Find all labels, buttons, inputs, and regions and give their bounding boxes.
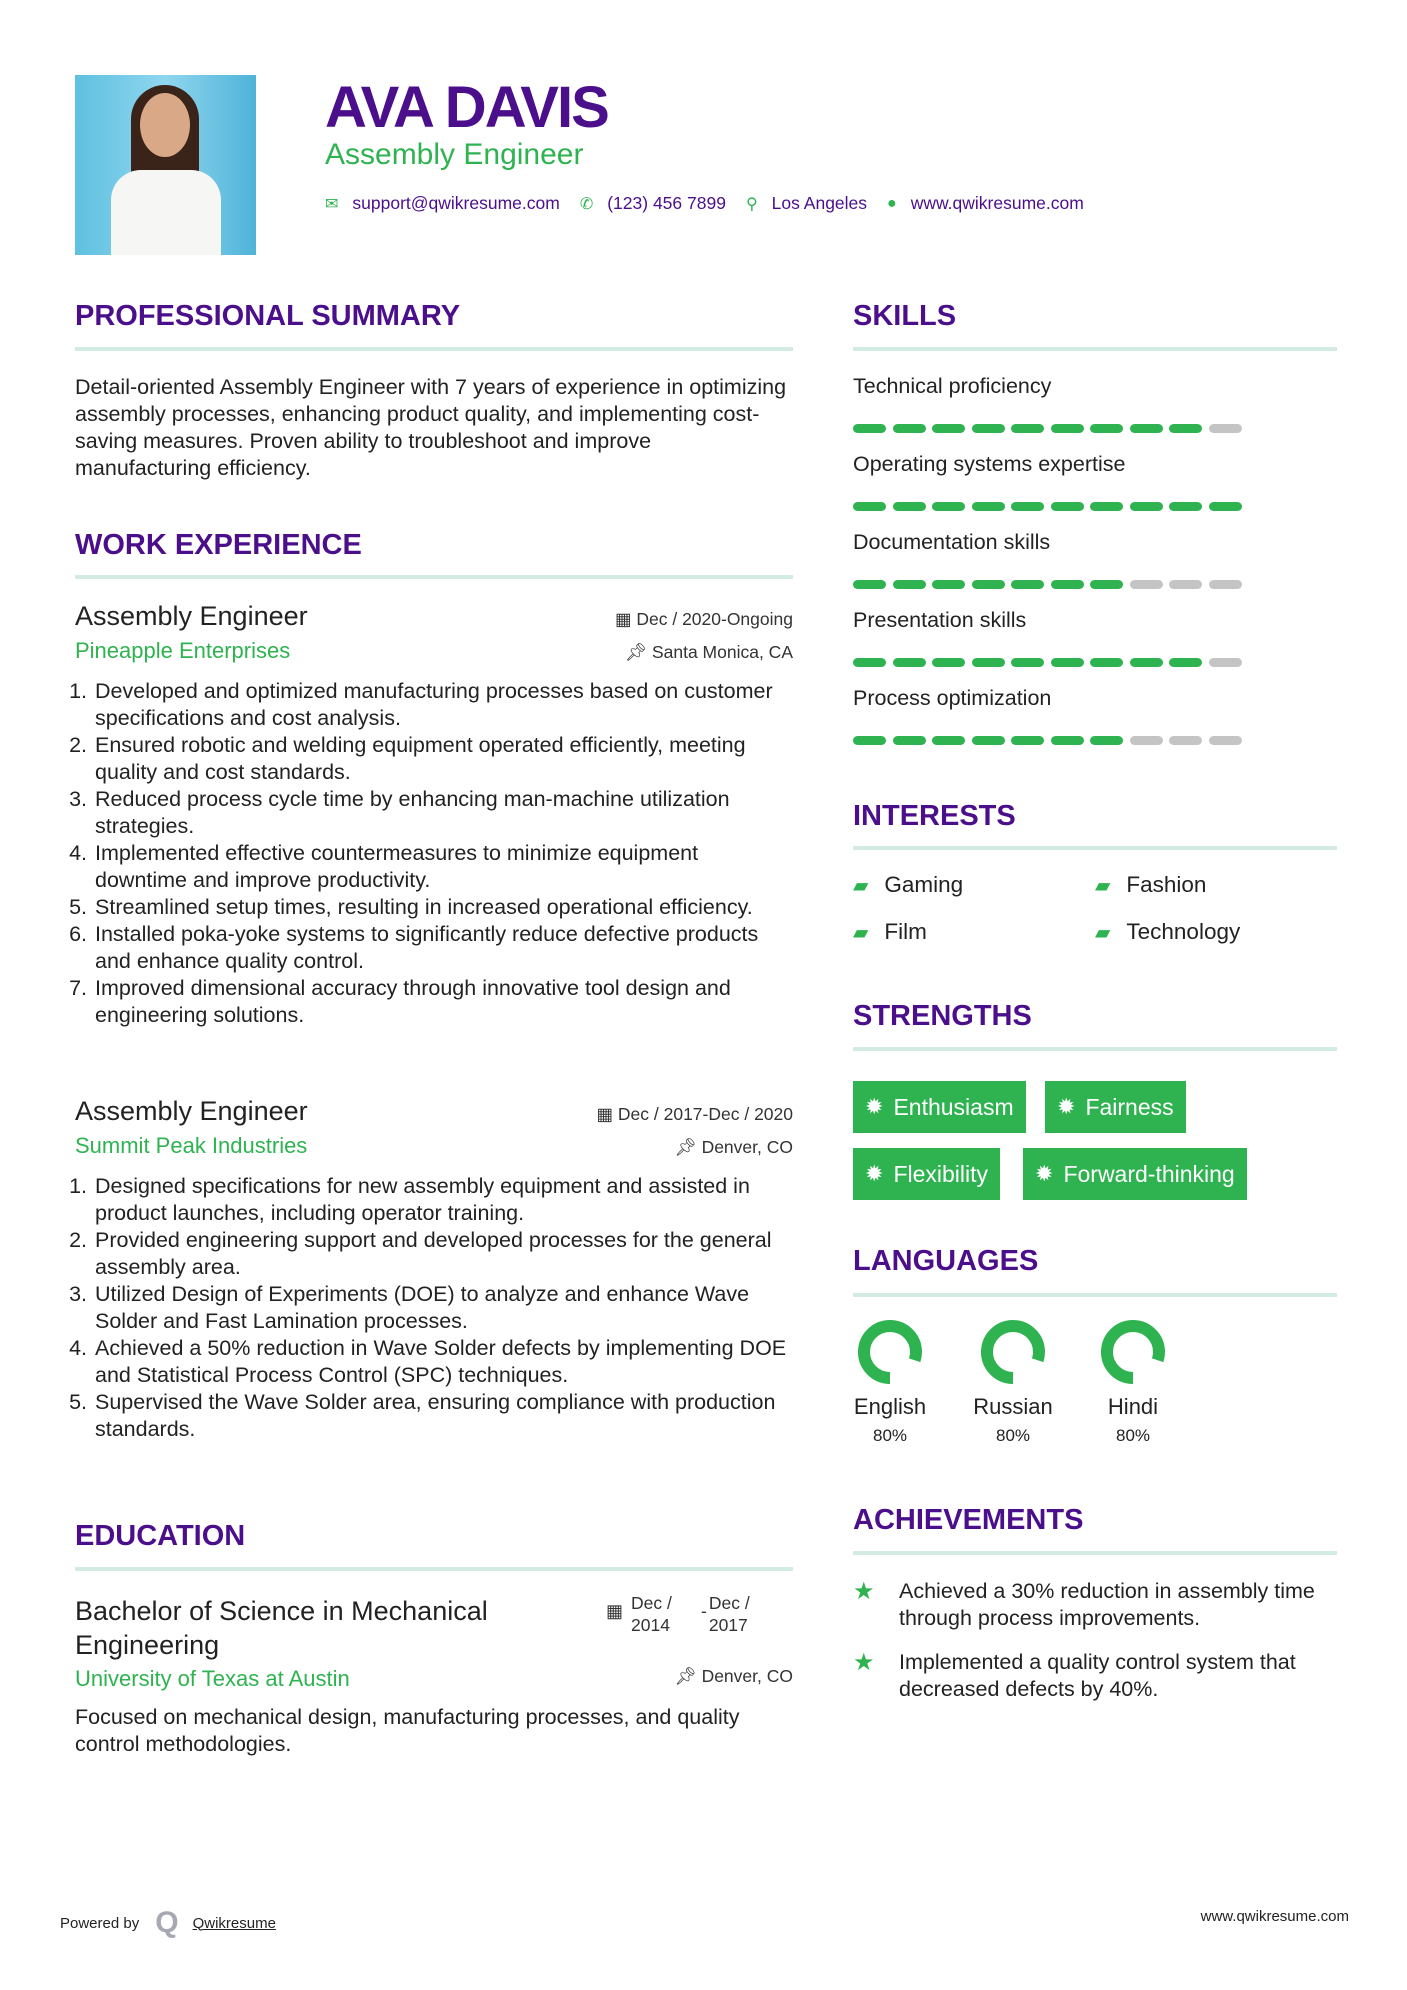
job-bullet: 5. Streamlined setup times, resulting in increased operational efficiency. bbox=[93, 894, 793, 921]
skill-dash-filled bbox=[1011, 424, 1044, 433]
book-icon: ▰ bbox=[1095, 874, 1111, 897]
skill-dash-filled bbox=[1051, 736, 1084, 745]
calendar-icon: ▦ bbox=[596, 1104, 618, 1124]
skill-level-bar bbox=[853, 736, 1242, 745]
skill-dash-filled bbox=[893, 580, 926, 589]
job-title: Assembly Engineer bbox=[75, 601, 308, 631]
skill-dash-filled bbox=[932, 424, 965, 433]
job-bullet: 1. Developed and optimized manufacturing processes based on customer specifications and cost analysis. bbox=[93, 678, 793, 732]
email-link[interactable]: support@qwikresume.com bbox=[352, 193, 560, 213]
footer-website[interactable]: www.qwikresume.com bbox=[1200, 1908, 1349, 1925]
skill-dash-filled bbox=[853, 658, 886, 667]
skill-item bbox=[853, 608, 1242, 686]
skills-heading: SKILLS bbox=[853, 300, 957, 332]
school: University of Texas at Austin bbox=[75, 1666, 350, 1691]
job-dates bbox=[596, 1104, 793, 1125]
skills-list bbox=[853, 374, 1242, 764]
skill-dash-empty bbox=[1169, 736, 1202, 745]
profile-photo bbox=[75, 75, 256, 255]
skill-item bbox=[853, 374, 1242, 452]
skill-label: Documentation skills bbox=[853, 530, 1051, 554]
skill-dash-filled bbox=[972, 736, 1005, 745]
skill-dash-filled bbox=[853, 502, 886, 511]
strength-badge bbox=[1023, 1148, 1247, 1200]
skill-dash-filled bbox=[932, 658, 965, 667]
company-name: Summit Peak Industries bbox=[75, 1133, 308, 1158]
divider bbox=[853, 347, 1337, 351]
candidate-title: Assembly Engineer bbox=[325, 138, 584, 171]
achievement-item bbox=[853, 1578, 1337, 1632]
date-separator: - bbox=[701, 1601, 707, 1621]
skill-dash-filled bbox=[1090, 580, 1123, 589]
skill-level-bar bbox=[853, 580, 1242, 589]
star-icon: ★ bbox=[853, 1578, 875, 1605]
language-ring-arc bbox=[864, 1326, 916, 1378]
skill-dash-filled bbox=[932, 502, 965, 511]
job-dates-text: Dec / 2017-Dec / 2020 bbox=[617, 1104, 793, 1124]
skill-dash-filled bbox=[1169, 502, 1202, 511]
strength-label: Forward-thinking bbox=[1063, 1160, 1235, 1187]
education-dates bbox=[606, 1592, 765, 1636]
skill-dash-filled bbox=[1169, 658, 1202, 667]
location-text: Los Angeles bbox=[771, 193, 868, 213]
company-name: Pineapple Enterprises bbox=[75, 638, 291, 663]
skill-dash-empty bbox=[1169, 580, 1202, 589]
education-location-text: Denver, CO bbox=[701, 1666, 793, 1686]
education-location bbox=[593, 1666, 793, 1687]
skill-dash-filled bbox=[932, 736, 965, 745]
job-title: Assembly Engineer bbox=[75, 1096, 308, 1126]
skill-dash-filled bbox=[893, 502, 926, 511]
skill-dash-filled bbox=[1090, 424, 1123, 433]
divider bbox=[75, 575, 793, 579]
skill-dash-filled bbox=[972, 580, 1005, 589]
skill-dash-filled bbox=[1011, 502, 1044, 511]
skill-item bbox=[853, 686, 1242, 764]
skill-dash-filled bbox=[1130, 502, 1163, 511]
job-bullet: 6. Installed poka-yoke systems to significantly reduce defective products and enhance quality control. bbox=[93, 921, 793, 975]
skill-dash-empty bbox=[1209, 736, 1242, 745]
qwikresume-logo-icon: Q bbox=[155, 1906, 179, 1939]
divider bbox=[853, 1047, 1337, 1051]
interest-label: Film bbox=[884, 919, 927, 944]
skill-label: Process optimization bbox=[853, 686, 1052, 710]
interest-item bbox=[1095, 872, 1206, 898]
language-item bbox=[968, 1320, 1058, 1446]
badge-icon: ✹ bbox=[1035, 1161, 1054, 1186]
skill-dash-filled bbox=[1051, 424, 1084, 433]
language-item bbox=[1088, 1320, 1178, 1446]
summary-text: Detail-oriented Assembly Engineer with 7 years of experience in optimizing assembly processes, enhancing product quality, and implementing cost-saving measures. Proven ability to troubleshoot and improve manufacturing efficiency. bbox=[75, 375, 787, 480]
pin-icon: 📌︎ bbox=[624, 642, 652, 662]
interest-item bbox=[853, 872, 963, 898]
envelope-icon: ✉ bbox=[325, 195, 339, 213]
job-bullets bbox=[75, 678, 793, 1029]
language-name: English bbox=[853, 1394, 927, 1419]
language-ring-arc bbox=[1107, 1326, 1159, 1378]
job-bullet: 3. Utilized Design of Experiments (DOE) to analyze and enhance Wave Solder and Fast Lamination processes. bbox=[93, 1281, 793, 1335]
divider bbox=[75, 347, 793, 351]
candidate-name: AVA DAVIS bbox=[325, 75, 608, 140]
summary-heading: PROFESSIONAL SUMMARY bbox=[75, 300, 461, 332]
skill-dash-filled bbox=[893, 658, 926, 667]
book-icon: ▰ bbox=[853, 874, 869, 897]
skill-dash-empty bbox=[1209, 424, 1242, 433]
job-bullet: 7. Improved dimensional accuracy through innovative tool design and engineering solutions. bbox=[93, 975, 793, 1029]
divider bbox=[853, 1551, 1337, 1555]
skill-dash-filled bbox=[1209, 502, 1242, 511]
pin-icon: 📌︎ bbox=[674, 1666, 702, 1686]
job-bullet: 5. Supervised the Wave Solder area, ensuring compliance with production standards. bbox=[93, 1389, 793, 1443]
calendar-icon: ▦ bbox=[614, 609, 637, 629]
strength-label: Flexibility bbox=[893, 1160, 989, 1187]
phone-text: (123) 456 7899 bbox=[607, 193, 726, 213]
education-description: Focused on mechanical design, manufacturing processes, and quality control methodologies. bbox=[75, 1705, 740, 1756]
powered-by-label: Powered by bbox=[60, 1914, 140, 1932]
book-icon: ▰ bbox=[1095, 921, 1111, 944]
achievements-list bbox=[853, 1578, 1337, 1720]
star-icon: ★ bbox=[853, 1649, 875, 1676]
skill-dash-filled bbox=[1051, 580, 1084, 589]
job-entry bbox=[75, 601, 793, 1029]
language-ring-arc bbox=[987, 1326, 1039, 1378]
achievements-heading: ACHIEVEMENTS bbox=[853, 1504, 1084, 1536]
badge-icon: ✹ bbox=[865, 1094, 884, 1119]
skill-dash-filled bbox=[932, 580, 965, 589]
skill-dash-empty bbox=[1209, 658, 1242, 667]
job-dates-text: Dec / 2020-Ongoing bbox=[636, 609, 793, 629]
skill-level-bar bbox=[853, 502, 1242, 511]
skill-dash-filled bbox=[1051, 502, 1084, 511]
job-bullet: 2. Ensured robotic and welding equipment operated efficiently, meeting quality and cost standards. bbox=[93, 732, 793, 786]
languages-heading: LANGUAGES bbox=[853, 1245, 1039, 1277]
divider bbox=[853, 1293, 1337, 1297]
skill-label: Technical proficiency bbox=[853, 374, 1052, 398]
language-name: Hindi bbox=[1107, 1394, 1159, 1419]
interest-label: Fashion bbox=[1126, 872, 1207, 897]
language-item bbox=[845, 1320, 935, 1446]
divider bbox=[853, 846, 1337, 850]
language-ring bbox=[858, 1320, 922, 1384]
achievement-text: Implemented a quality control system that decreased defects by 40%. bbox=[899, 1650, 1296, 1701]
phone-icon: ✆ bbox=[579, 195, 594, 213]
skill-item bbox=[853, 530, 1242, 608]
strength-label: Enthusiasm bbox=[893, 1093, 1014, 1120]
skill-dash-filled bbox=[1130, 658, 1163, 667]
skill-dash-filled bbox=[972, 424, 1005, 433]
strengths-heading: STRENGTHS bbox=[853, 1000, 1032, 1032]
language-percent: 80% bbox=[872, 1426, 908, 1445]
language-name: Russian bbox=[973, 1394, 1053, 1419]
language-percent: 80% bbox=[1115, 1426, 1151, 1445]
strength-badge bbox=[853, 1148, 1000, 1200]
achievement-item bbox=[853, 1649, 1337, 1703]
education-heading: EDUCATION bbox=[75, 1520, 246, 1552]
degree: Bachelor of Science in Mechanical Engineering bbox=[75, 1596, 488, 1660]
skill-item bbox=[853, 452, 1242, 530]
language-ring bbox=[1101, 1320, 1165, 1384]
skill-label: Presentation skills bbox=[853, 608, 1027, 632]
brand-link[interactable]: Qwikresume bbox=[192, 1914, 276, 1932]
skill-dash-empty bbox=[1209, 580, 1242, 589]
footer-branding bbox=[60, 1906, 276, 1940]
job-location-text: Denver, CO bbox=[701, 1137, 793, 1157]
job-location bbox=[625, 642, 793, 663]
skill-dash-filled bbox=[1011, 736, 1044, 745]
divider bbox=[75, 1567, 793, 1571]
job-bullet: 4. Implemented effective countermeasures to minimize equipment downtime and improve productivity. bbox=[93, 840, 793, 894]
skill-dash-filled bbox=[972, 502, 1005, 511]
job-bullet: 4. Achieved a 50% reduction in Wave Solder defects by implementing DOE and Statistical Process Control (SPC) techniques. bbox=[93, 1335, 793, 1389]
badge-icon: ✹ bbox=[1057, 1094, 1076, 1119]
skill-dash-filled bbox=[1051, 658, 1084, 667]
calendar-icon: ▦ bbox=[606, 1601, 624, 1621]
job-bullets bbox=[75, 1173, 793, 1443]
skill-dash-filled bbox=[893, 736, 926, 745]
skill-dash-filled bbox=[853, 580, 886, 589]
badge-icon: ✹ bbox=[865, 1161, 884, 1186]
education-start: Dec / 2014 bbox=[631, 1593, 672, 1635]
contact-bar bbox=[325, 193, 1104, 214]
skill-dash-empty bbox=[1130, 580, 1163, 589]
skill-dash-filled bbox=[972, 658, 1005, 667]
skill-label: Operating systems expertise bbox=[853, 452, 1126, 476]
strength-label: Fairness bbox=[1085, 1093, 1174, 1120]
interest-item bbox=[853, 919, 927, 945]
skill-dash-filled bbox=[1011, 658, 1044, 667]
interest-item bbox=[1095, 919, 1240, 945]
book-icon: ▰ bbox=[853, 921, 869, 944]
job-bullet: 1. Designed specifications for new assembly equipment and assisted in product launches, including operator training. bbox=[93, 1173, 793, 1227]
skill-dash-filled bbox=[1090, 502, 1123, 511]
skill-dash-filled bbox=[853, 424, 886, 433]
job-entry bbox=[75, 1096, 793, 1443]
strength-badge bbox=[1045, 1081, 1186, 1133]
skill-level-bar bbox=[853, 658, 1242, 667]
skill-dash-filled bbox=[1090, 736, 1123, 745]
website-link[interactable]: www.qwikresume.com bbox=[910, 193, 1084, 213]
skill-dash-filled bbox=[893, 424, 926, 433]
map-marker-icon: ⚲ bbox=[745, 195, 758, 213]
job-dates bbox=[615, 609, 793, 630]
skill-dash-filled bbox=[1130, 424, 1163, 433]
skill-dash-filled bbox=[853, 736, 886, 745]
achievement-text: Achieved a 30% reduction in assembly time through process improvements. bbox=[899, 1579, 1315, 1630]
pin-icon: 📌︎ bbox=[674, 1137, 702, 1157]
interest-label: Technology bbox=[1126, 919, 1241, 944]
strength-badge bbox=[853, 1081, 1026, 1133]
job-location bbox=[674, 1137, 793, 1158]
job-bullet: 3. Reduced process cycle time by enhancing man-machine utilization strategies. bbox=[93, 786, 793, 840]
skill-dash-empty bbox=[1130, 736, 1163, 745]
job-bullet: 2. Provided engineering support and developed processes for the general assembly area. bbox=[93, 1227, 793, 1281]
interests-heading: INTERESTS bbox=[853, 800, 1016, 832]
language-percent: 80% bbox=[995, 1426, 1031, 1445]
skill-dash-filled bbox=[1169, 424, 1202, 433]
globe-icon: ● bbox=[887, 194, 897, 212]
skill-level-bar bbox=[853, 424, 1242, 433]
skill-dash-filled bbox=[1011, 580, 1044, 589]
skill-dash-filled bbox=[1090, 658, 1123, 667]
job-location-text: Santa Monica, CA bbox=[651, 642, 793, 662]
experience-heading: WORK EXPERIENCE bbox=[75, 529, 362, 561]
interest-label: Gaming bbox=[884, 872, 964, 897]
language-ring bbox=[981, 1320, 1045, 1384]
education-end: Dec / 2017 bbox=[708, 1593, 750, 1635]
